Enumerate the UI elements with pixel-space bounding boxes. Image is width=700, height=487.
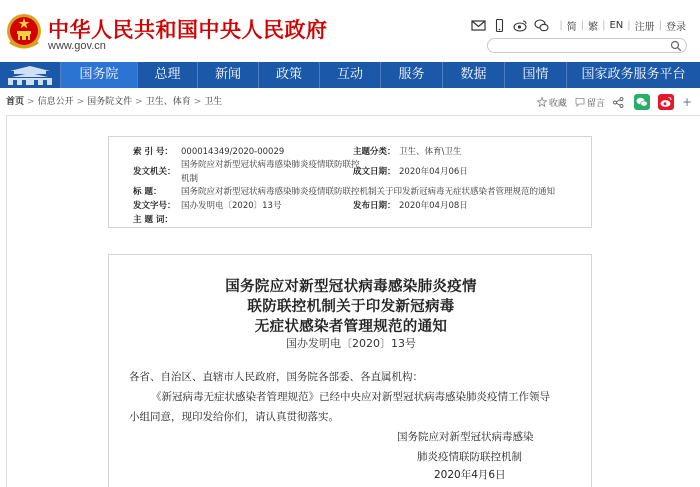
nav-item-gov-service-platform[interactable]: 国家政务服务平台 (566, 62, 700, 88)
document-meta-table (108, 136, 592, 228)
star-icon (537, 97, 547, 107)
login-link[interactable]: 登录 (666, 21, 686, 33)
breadcrumb-home[interactable]: 首页 (6, 97, 25, 107)
doc-signature-line1: 国务院应对新型冠状病毒感染 (397, 431, 534, 443)
mobile-icon[interactable] (492, 19, 507, 32)
weibo-icon (658, 94, 674, 110)
nav-item-xinwen[interactable]: 新闻 (197, 62, 258, 88)
site-title[interactable]: 中华人民共和国中央人民政府 (48, 17, 328, 42)
page-tools (529, 92, 692, 112)
nav-item-zongli[interactable]: 总理 (137, 62, 197, 88)
share-button[interactable] (613, 97, 626, 108)
nav-item-guoqing[interactable]: 国情 (504, 62, 566, 88)
breadcrumb-item[interactable]: 国务院文件 (87, 97, 133, 107)
divider: | (580, 19, 585, 31)
document-body (108, 254, 592, 487)
tiananmen-logo-icon (0, 62, 60, 88)
divider: | (559, 19, 563, 31)
meta-subject-label: 主 题 词： (133, 215, 173, 225)
meta-date-written-value: 2020年04月06日 (399, 167, 468, 177)
meta-issuer-label: 发文机关： (133, 167, 176, 177)
nav-item-hudong[interactable]: 互动 (319, 62, 380, 88)
breadcrumb-separator: > (193, 97, 202, 107)
main-nav (0, 62, 700, 88)
nav-item-fuwu[interactable]: 服务 (380, 62, 442, 88)
share-icon (613, 97, 624, 108)
divider: | (602, 19, 606, 31)
search-input[interactable] (496, 45, 666, 58)
breadcrumb-item[interactable]: 卫生 (204, 97, 223, 107)
comment-icon (575, 97, 585, 107)
register-link[interactable]: 注册 (634, 21, 655, 33)
nav-item-shuju[interactable]: 数据 (442, 62, 504, 88)
search-icon[interactable] (670, 40, 682, 52)
more-share-button[interactable]: + (681, 95, 692, 109)
national-emblem-icon[interactable] (6, 12, 42, 50)
lang-simplified-link[interactable]: 简 (566, 21, 577, 33)
lang-english-link[interactable]: EN (609, 19, 624, 31)
site-url: www.gov.cn (48, 40, 106, 52)
meta-publish-label: 发布日期： (353, 201, 396, 211)
meta-title-value: 国务院应对新型冠状病毒感染肺炎疫情联防联控机制关于印发新冠病毒无症状感染者管理规范的通知 (181, 187, 556, 197)
meta-issuer-value-line1: 国务院应对新型冠状病毒感染肺炎疫情联防联控 (181, 160, 360, 170)
breadcrumb-item[interactable]: 卫生、体育 (145, 97, 191, 107)
lang-traditional-link[interactable]: 繁 (588, 21, 599, 33)
favorite-button[interactable] (537, 96, 567, 109)
doc-body-line2: 小组同意，现印发给你们，请认真贯彻落实。 (129, 411, 339, 423)
comment-label: 留言 (586, 98, 605, 109)
doc-title-line3: 无症状感染者管理规范的通知 (254, 319, 448, 335)
meta-issuer-value-line2: 机制 (181, 174, 199, 184)
meta-topic-label: 主题分类： (353, 147, 396, 157)
weibo-share-button[interactable] (658, 94, 674, 110)
doc-signature-line2: 肺炎疫情联防联控机制 (417, 451, 522, 463)
doc-number: 国办发明电〔2020〕13号 (286, 337, 416, 350)
wechat-icon[interactable] (534, 19, 549, 32)
nav-home-logo[interactable] (0, 62, 60, 88)
meta-date-written-label: 成文日期： (353, 167, 396, 177)
doc-signature-date: 2020年4月6日 (434, 469, 506, 481)
favorite-label: 收藏 (548, 98, 567, 109)
doc-body-line1: 《新冠病毒无症状感染者管理规范》已经中央应对新型冠状病毒感染肺炎疫情工作领导 (151, 391, 550, 403)
top-links (471, 18, 686, 32)
breadcrumb-separator: > (27, 97, 35, 107)
meta-doc-no-label: 发文字号： (133, 201, 176, 211)
search-box (487, 38, 687, 53)
divider: | (627, 19, 631, 31)
doc-title-line1: 国务院应对新型冠状病毒感染肺炎疫情 (225, 279, 477, 295)
meta-index-label: 索 引 号： (133, 147, 173, 157)
divider: | (658, 19, 662, 31)
breadcrumb-separator: > (135, 97, 143, 107)
nav-item-guowuyuan[interactable]: 国务院 (60, 62, 137, 88)
meta-doc-no-value: 国办发明电〔2020〕13号 (181, 201, 282, 211)
meta-title-label: 标 题： (133, 187, 162, 197)
breadcrumb-item[interactable]: 信息公开 (37, 97, 74, 107)
site-header (0, 0, 700, 62)
wechat-icon (634, 94, 650, 110)
comment-button[interactable] (575, 96, 605, 109)
breadcrumb-separator: > (76, 97, 85, 107)
weibo-icon[interactable] (513, 19, 528, 32)
nav-item-zhengce[interactable]: 政策 (258, 62, 319, 88)
mail-icon[interactable] (471, 19, 486, 32)
doc-title-line2: 联防联控机制关于印发新冠病毒 (247, 299, 455, 315)
meta-index-value: 000014349/2020-00029 (181, 147, 285, 157)
wechat-share-button[interactable] (634, 94, 650, 110)
meta-publish-value: 2020年04月08日 (399, 201, 468, 211)
meta-topic-value: 卫生、体育\卫生 (399, 147, 462, 157)
doc-salutation: 各省、自治区、直辖市人民政府，国务院各部委、各直属机构： (129, 371, 423, 383)
